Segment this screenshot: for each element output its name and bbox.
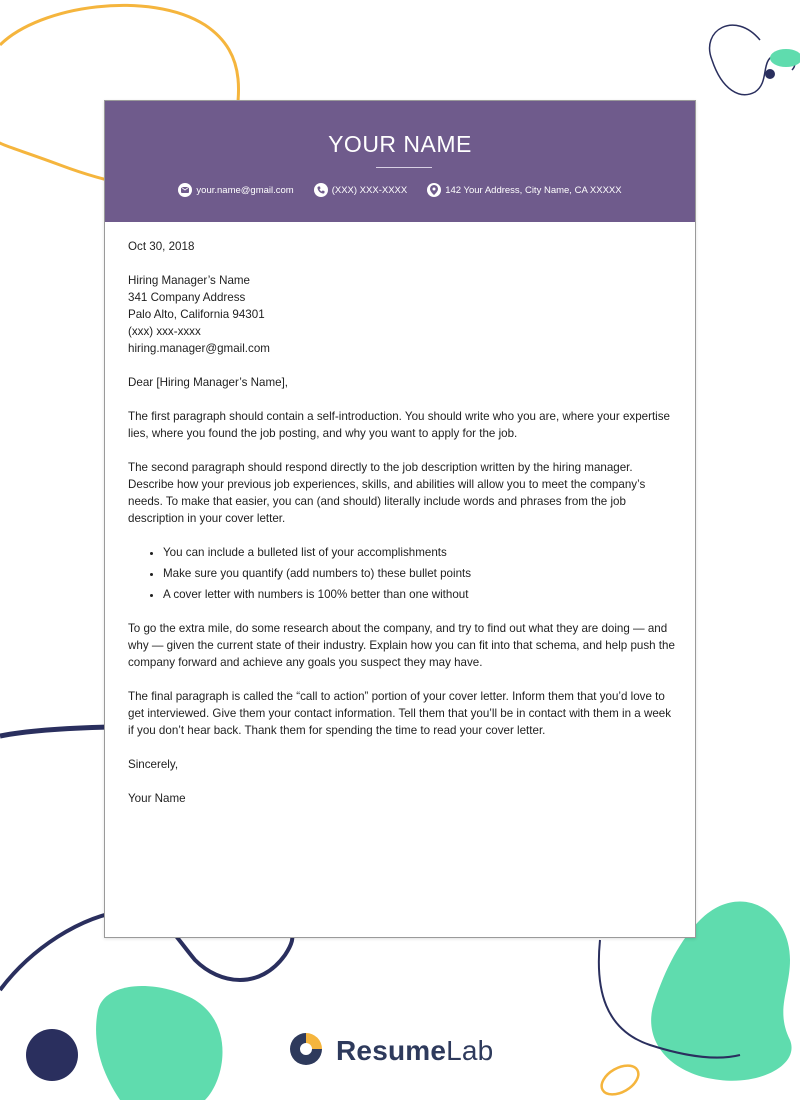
resumelab-logo-icon [286, 1029, 326, 1074]
letter-date: Oct 30, 2018 [128, 240, 195, 253]
contact-phone [314, 183, 408, 197]
brand-lab: Lab [446, 1035, 494, 1066]
recipient-name: Hiring Manager’s Name [128, 274, 251, 287]
contact-address [427, 183, 621, 197]
navy-line-left [0, 727, 110, 736]
email-icon [178, 183, 192, 197]
recipient-city: Palo Alto, California 94301 [128, 308, 265, 321]
navy-dot-bottom-left [26, 1029, 78, 1081]
contact-email [178, 183, 293, 197]
letter-body [128, 238, 680, 807]
recipient-block [128, 272, 680, 357]
navy-dot-top-right [765, 69, 775, 79]
greeting: Dear [Hiring Manager’s Name], [128, 376, 289, 389]
orange-ring-bottom [597, 1060, 644, 1100]
bullet-item: • Make sure you quantify (add numbers to) these bullet points [163, 565, 680, 582]
contact-info [105, 183, 695, 197]
location-icon [427, 183, 441, 197]
brand-resume: Resume [336, 1035, 447, 1066]
phone-text: (XXX) XXX-XXXX [331, 184, 408, 196]
email-text: your.name@gmail.com [196, 184, 294, 196]
phone-icon [314, 183, 328, 197]
closing: Sincerely, [128, 758, 179, 771]
cover-letter-page [104, 100, 696, 938]
bullet-item: • You can include a bulleted list of your accomplishments [163, 544, 680, 561]
letter-header [105, 101, 695, 222]
signature: Your Name [128, 792, 186, 805]
recipient-phone: (xxx) xxx-xxxx [128, 325, 201, 338]
paragraph-3: To go the extra mile, do some research about the company, and try to find out what they are doing — and why — given the current state of their industry. Explain how you can fit into that schema, and help push the company forward and achieve any goals you suspect they may have. [128, 622, 675, 669]
name-divider [376, 167, 432, 168]
paragraph-2: The second paragraph should respond directly to the job description written by the hiring manager. Describe how your previous job experiences, skills, and abilities will allow you to meet the company’s needs. To make that easier, you can (and should) literally include words and phrases from the job description in your cover letter. [128, 461, 646, 525]
brand-wordmark [336, 1035, 493, 1067]
recipient-address: 341 Company Address [128, 291, 246, 304]
resumelab-brand [286, 1028, 493, 1074]
paragraph-1: The first paragraph should contain a self-introduction. You should write who you are, where your expertise lies, where you found the job posting, and why you want to apply for the job. [128, 410, 670, 440]
paragraph-4: The final paragraph is called the “call to action” portion of your cover letter. Inform them that you’d love to get interviewed. Give them your contact information. Tell them that you’ll be in contact with them in a week if you don’t hear back. Thank them for spending the time to read your cover letter. [128, 690, 672, 737]
mint-blob-top-right [770, 49, 800, 67]
accomplishments-list [128, 544, 680, 603]
applicant-name: YOUR NAME [328, 131, 472, 157]
bullet-item: • A cover letter with numbers is 100% better than one without [163, 586, 680, 603]
recipient-email: hiring.manager@gmail.com [128, 342, 270, 355]
mint-blob-bottom-left [96, 986, 222, 1100]
address-text: 142 Your Address, City Name, CA XXXXX [445, 184, 622, 196]
